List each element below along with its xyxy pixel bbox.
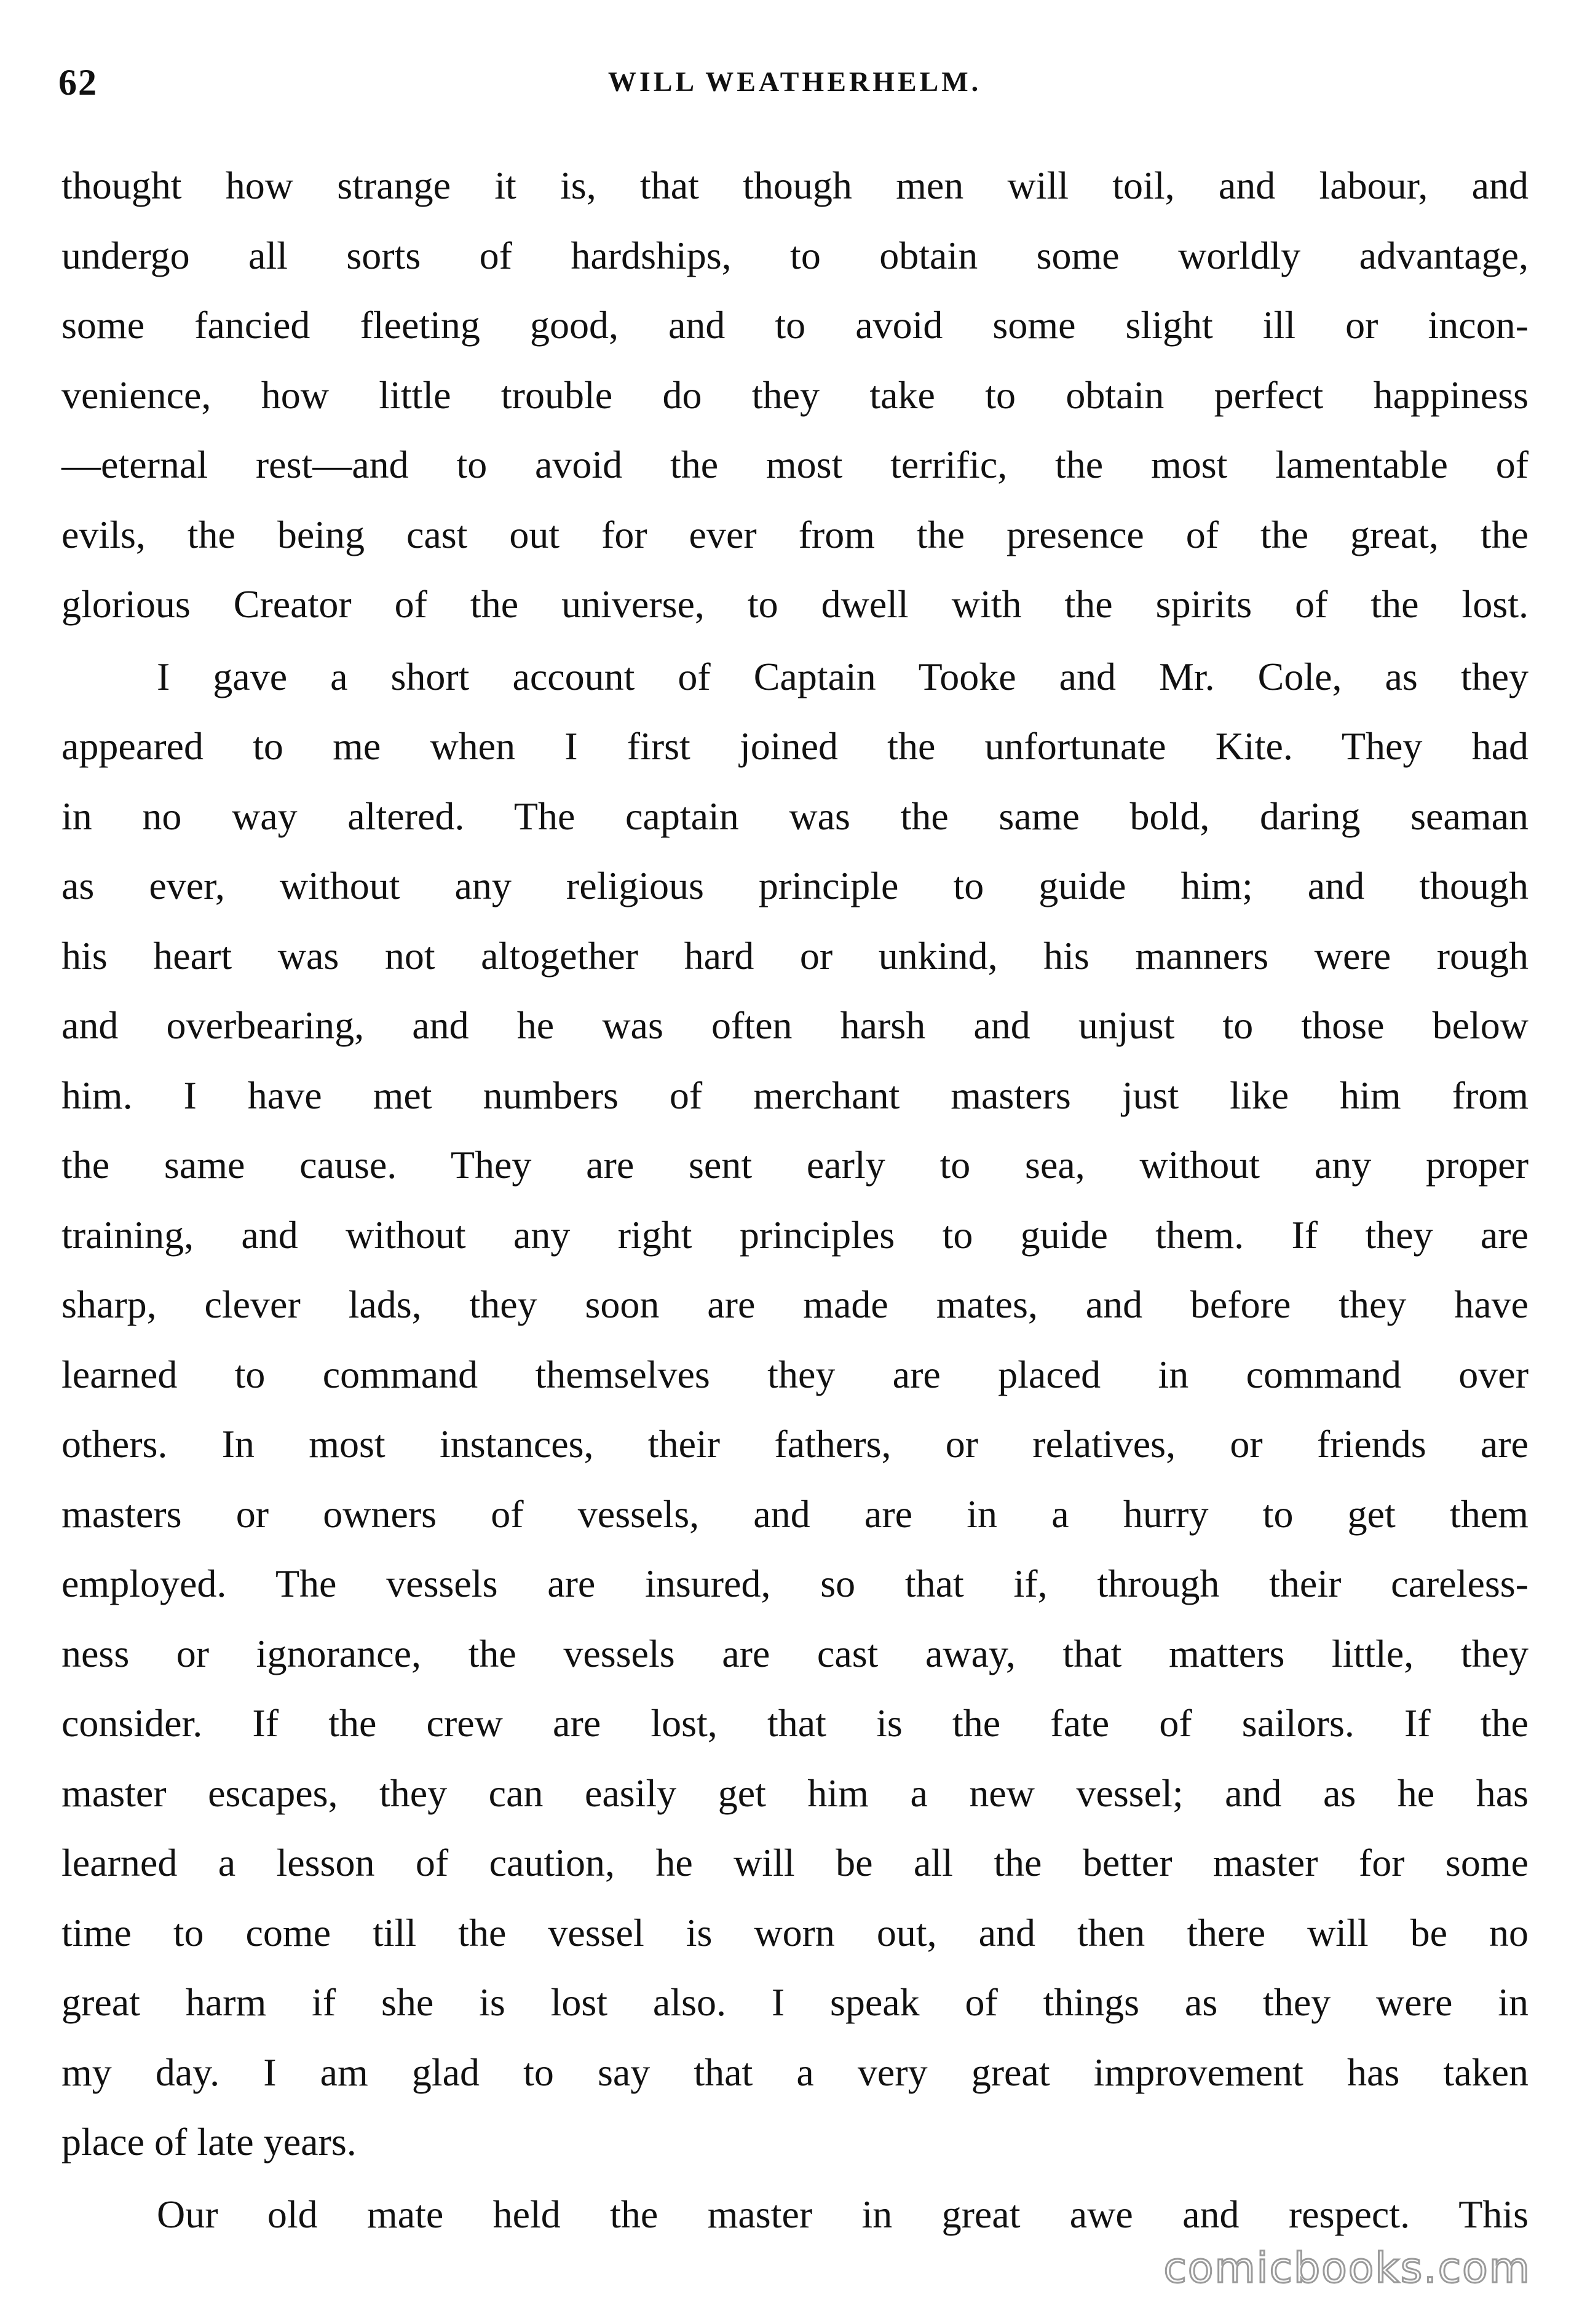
text-line: the same cause. They are sent early to sea, without any proper — [61, 1143, 1529, 1187]
text-line: my day. I am glad to say that a very great improvement has taken — [61, 2050, 1529, 2094]
text-line: masters or owners of vessels, and are in a hurry to get them — [61, 1492, 1529, 1536]
body-text — [61, 151, 1529, 2249]
text-line: others. In most instances, their fathers, or relatives, or friends are — [61, 1422, 1529, 1466]
text-line: venience, how little trouble do they take to obtain perfect happiness — [61, 373, 1529, 417]
text-line: training, and without any right principles to guide them. If they are — [61, 1212, 1529, 1257]
text-line: as ever, without any religious principle to guide him; and though — [61, 864, 1529, 907]
text-line: time to come till the vessel is worn out, and then there will be no — [61, 1910, 1529, 1954]
text-line: in no way altered. The captain was the same bold, daring seaman — [61, 794, 1529, 838]
text-line: ness or ignorance, the vessels are cast away, that matters little, they — [61, 1631, 1529, 1675]
running-head: WILL WEATHERHELM. — [607, 66, 982, 97]
text-line: and overbearing, and he was often harsh and unjust to those below — [61, 1003, 1529, 1047]
text-line: —eternal rest—and to avoid the most terrific, the most lamentable of — [61, 443, 1529, 486]
text-line: appeared to me when I first joined the unfortunate Kite. They had — [61, 724, 1529, 768]
text-line: place of late years. — [61, 2120, 357, 2164]
text-line: glorious Creator of the universe, to dwell with the spirits of the lost. — [61, 582, 1529, 626]
text-line: him. I have met numbers of merchant masters just like him from — [61, 1073, 1529, 1117]
text-line: master escapes, they can easily get him a new vessel; and as he has — [61, 1771, 1529, 1815]
text-line: learned a lesson of caution, he will be all the better master for some — [61, 1841, 1529, 1884]
text-line: some fancied fleeting good, and to avoid some slight ill or incon- — [61, 303, 1529, 347]
text-line: evils, the being cast out for ever from the presence of the great, the — [61, 512, 1529, 556]
text-line: undergo all sorts of hardships, to obtain some worldly advantage, — [61, 233, 1529, 277]
text-line: employed. The vessels are insured, so that if, through their careless- — [61, 1562, 1529, 1605]
text-line: I gave a short account of Captain Tooke and Mr. Cole, as they — [157, 654, 1529, 698]
text-line: great harm if she is lost also. I speak of things as they were in — [61, 1980, 1529, 2024]
watermark: comicbooks.com — [1163, 2244, 1531, 2293]
page-number: 62 — [58, 62, 98, 103]
text-line: Our old mate held the master in great awe and respect. This — [157, 2192, 1529, 2236]
text-line: sharp, clever lads, they soon are made mates, and before they have — [61, 1283, 1529, 1326]
text-line: thought how strange it is, that though men will toil, and labour, and — [61, 164, 1529, 207]
paragraph — [61, 151, 1529, 639]
paragraph — [61, 2180, 1529, 2250]
text-line: learned to command themselves they are placed in command over — [61, 1352, 1529, 1396]
text-line: his heart was not altogether hard or unkind, his manners were rough — [61, 933, 1529, 978]
paragraph — [61, 642, 1529, 2177]
page-header — [58, 61, 1531, 117]
text-line: consider. If the crew are lost, that is the fate of sailors. If the — [61, 1701, 1529, 1745]
